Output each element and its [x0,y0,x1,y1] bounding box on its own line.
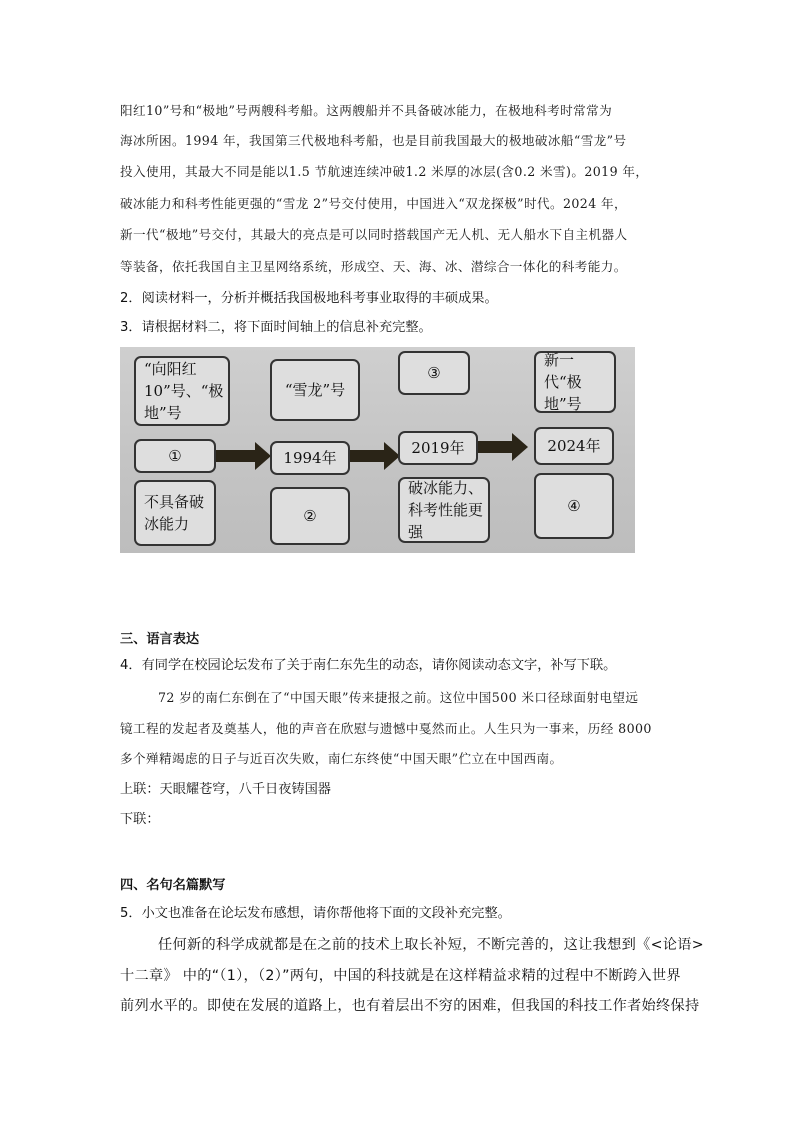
timeline-middle-2: 1994年 [270,441,350,475]
upper-couplet: 上联：天眼耀苍穹，八千日夜铸国器 [120,782,331,797]
section-4-heading: 四、名句名篇默写 [120,878,226,893]
question-5: 5．小文也准备在论坛发布感想，请你帮他将下面的文段补充完整。 [120,906,511,921]
lower-couplet-label: 下联： [120,812,160,827]
timeline-bottom-2: ② [270,487,350,545]
timeline-arrow-3 [474,441,514,453]
timeline-arrow-1 [215,450,257,462]
question-4: 4．有同学在校园论坛发布了关于南仁东先生的动态，请你阅读动态文字，补写下联。 [120,658,617,673]
section-3-heading: 三、语言表达 [120,632,200,647]
timeline-bottom-3: 破冰能力、科考性能更强 [398,477,490,543]
timeline-bottom-1: 不具备破冰能力 [134,480,216,546]
material-line-5: 新一代“极地”号交付，其最大的亮点是可以同时搭载国产无人机、无人船水下自主机器人 [120,227,628,242]
timeline-top-4: 新一代“极地”号 [534,351,616,413]
timeline-top-3: ③ [398,351,470,395]
timeline-middle-4: 2024年 [534,427,614,465]
timeline-arrow-2 [346,450,386,462]
material-line-6: 等装备，依托我国自主卫星网络系统，形成空、天、海、冰、潜综合一体化的科考能力。 [120,259,627,274]
q5-text-line-1: 任何新的科学成就都是在之前的技术上取长补短，不断完善的，这让我想到《<论语> [158,937,704,953]
timeline-middle-1: ① [134,439,216,473]
material-line-2: 海冰所困。1994 年，我国第三代极地科考船，也是目前我国最大的极地破冰船“雪龙”号 [120,133,627,148]
timeline-top-2: “雪龙”号 [270,359,360,421]
q4-text-line-2: 镜工程的发起者及奠基人，他的声音在欣慰与遗憾中戛然而止。人生只为一事来，历经 8000 [120,721,652,736]
timeline-top-1: “向阳红10”号、“极地”号 [134,356,230,426]
q4-text-line-3: 多个殚精竭虑的日子与近百次失败，南仁东终使“中国天眼”伫立在中国西南。 [120,751,563,766]
question-3: 3．请根据材料二，将下面时间轴上的信息补充完整。 [120,320,432,335]
question-2: 2．阅读材料一，分析并概括我国极地科考事业取得的丰硕成果。 [120,291,498,306]
q5-text-line-3: 前列水平的。即使在发展的道路上，也有着层出不穷的困难，但我国的科技工作者始终保持 [120,998,700,1014]
timeline-bottom-4: ④ [534,473,614,539]
material-line-1: 阳红10”号和“极地”号两艘科考船。这两艘船并不具备破冰能力，在极地科考时常常为 [120,103,613,118]
material-line-4: 破冰能力和科考性能更强的“雪龙 2”号交付使用，中国进入“双龙探极”时代。2024 年， [120,196,628,211]
material-line-3: 投入使用，其最大不同是能以1.5 节航速连续冲破1.2 米厚的冰层(含0.2 米雪)。2019 年， [120,164,649,179]
timeline-middle-3: 2019年 [398,431,478,465]
q5-text-line-2: 十二章》 中的“（1），（2）”两句，中国的科技就是在这样精益求精的过程中不断跨入世界 [120,968,681,984]
q4-text-line-1: 72 岁的南仁东倒在了“中国天眼”传来捷报之前。这位中国500 米口径球面射电望远 [158,690,639,705]
timeline-figure [120,347,635,553]
